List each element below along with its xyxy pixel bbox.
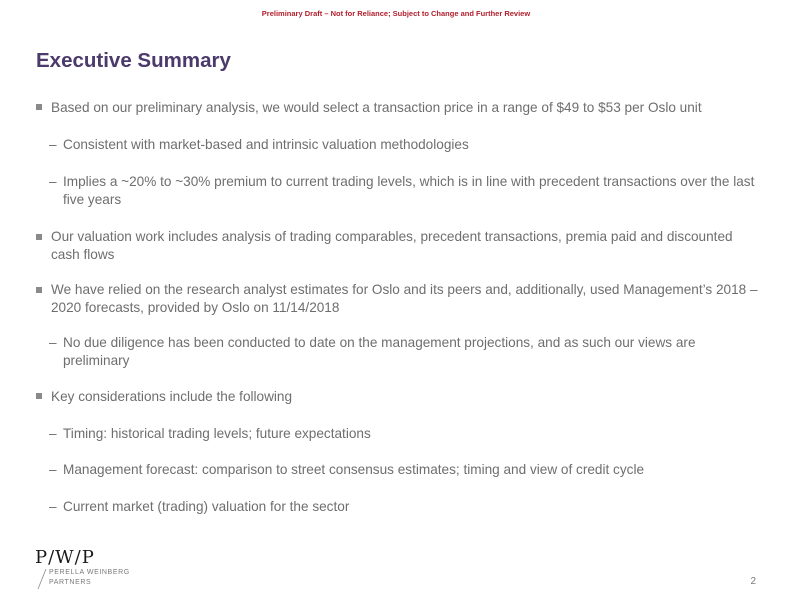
logo-slash-icon [37,569,47,589]
list-item: We have relied on the research analyst estimates for Oslo and its peers and, additionally, used Management’s 2018 – 2020 forecasts, provided by Oslo on 11/14/2018 [51,282,758,315]
page-title: Executive Summary [36,49,231,72]
draft-notice: Preliminary Draft – Not for Reliance; Subject to Change and Further Review [261,9,531,18]
dash-bullet-icon: – [49,499,57,514]
dash-bullet-icon: – [49,462,57,477]
list-item: Timing: historical trading levels; future expectations [63,426,371,441]
dash-bullet-icon: – [49,335,57,350]
logo-name-line2: PARTNERS [49,579,92,586]
dash-bullet-icon: – [49,137,57,152]
square-bullet-icon [36,393,42,399]
list-item: Management forecast: comparison to street consensus estimates; timing and view of credit cycle [63,462,645,477]
square-bullet-icon [36,234,42,240]
square-bullet-icon [36,287,42,293]
logo-name-line1: PERELLA WEINBERG [49,569,130,576]
square-bullet-icon [36,104,42,110]
list-item: Based on our preliminary analysis, we would select a transaction price in a range of $49 to $53 per Oslo unit [51,100,702,115]
dash-bullet-icon: – [49,426,57,441]
list-item: No due diligence has been conducted to date on the management projections, and as such our views are preliminary [63,335,696,368]
logo-mark: P/W/P [35,547,95,568]
page-number: 2 [750,576,756,587]
list-item: Key considerations include the following [51,389,293,404]
list-item: Consistent with market-based and intrinsic valuation methodologies [63,137,469,152]
list-item: Our valuation work includes analysis of trading comparables, precedent transactions, premia paid and discounted cash flows [51,229,733,262]
list-item: Current market (trading) valuation for the sector [63,499,350,514]
list-item: Implies a ~20% to ~30% premium to current trading levels, which is in line with precedent transactions over the last five years [63,174,755,207]
company-logo [35,547,155,592]
dash-bullet-icon: – [49,174,57,189]
